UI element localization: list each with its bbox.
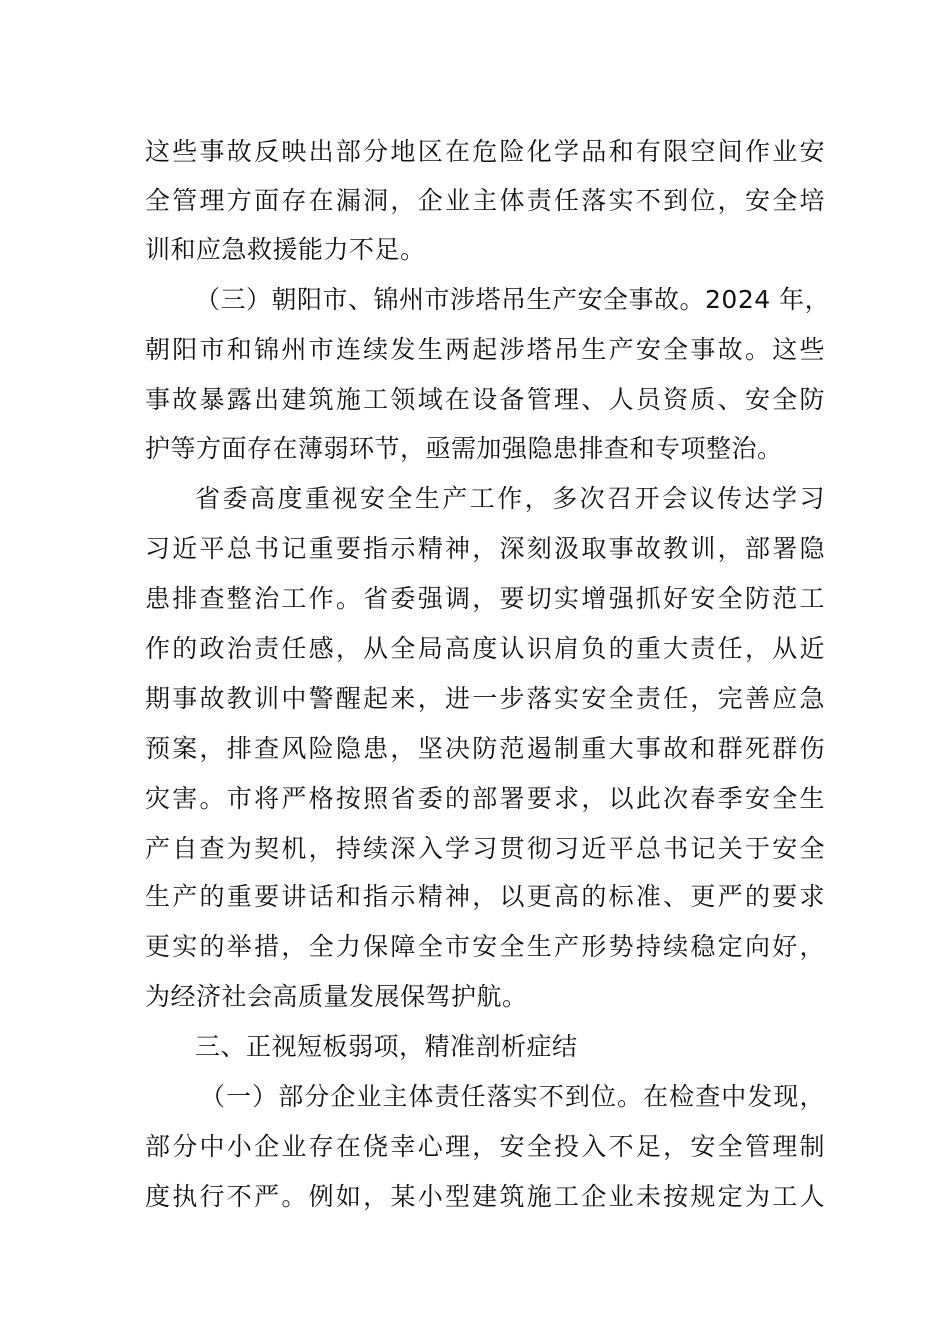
text-line: 朝阳市和锦州市连续发生两起涉塔吊生产安全事故。这些 [145, 335, 825, 364]
text-line: （三）朝阳市、锦州市涉塔吊生产安全事故。2024 年， [195, 285, 831, 314]
text-line: 习近平总书记重要指示精神，深刻汲取事故教训，部署隐 [145, 534, 825, 563]
text-line: 灾害。市将严格按照省委的部署要求，以此次春季安全生 [145, 784, 825, 813]
text-line: 生产的重要讲话和指示精神，以更高的标准、更严的要求 [145, 882, 825, 911]
text-line: 护等方面存在薄弱环节，亟需加强隐患排查和专项整治。 [145, 434, 783, 463]
text-line: 事故暴露出建筑施工领域在设备管理、人员资质、安全防 [145, 385, 825, 414]
text-line: 训和应急救援能力不足。 [145, 235, 426, 264]
text-line: 省委高度重视安全生产工作，多次召开会议传达学习 [195, 484, 825, 513]
text-line: 作的政治责任感，从全局高度认识肩负的重大责任，从近 [145, 634, 825, 663]
text-line: 期事故教训中警醒起来，进一步落实安全责任，完善应急 [145, 684, 825, 713]
text-line: （一）部分企业主体责任落实不到位。在检查中发现， [200, 1082, 825, 1111]
text-line: 更实的举措，全力保障全市安全生产形势持续稳定向好， [145, 932, 825, 961]
text-line: 预案，排查风险隐患，坚决防范遏制重大事故和群死群伤 [145, 734, 825, 763]
section-heading: 三、正视短板弱项，精准剖析症结 [195, 1032, 578, 1061]
text-line: 全管理方面存在漏洞，企业主体责任落实不到位，安全培 [145, 186, 825, 215]
text-line: 这些事故反映出部分地区在危险化学品和有限空间作业安 [145, 137, 825, 166]
text-line: 度执行不严。例如，某小型建筑施工企业未按规定为工人 [145, 1182, 825, 1211]
text-line: 患排查整治工作。省委强调，要切实增强抓好安全防范工 [145, 584, 825, 613]
text-line: 为经济社会高质量发展保驾护航。 [145, 982, 528, 1011]
text-line: 部分中小企业存在侥幸心理，安全投入不足，安全管理制 [145, 1132, 825, 1161]
text-line: 产自查为契机，持续深入学习贯彻习近平总书记关于安全 [145, 834, 825, 863]
